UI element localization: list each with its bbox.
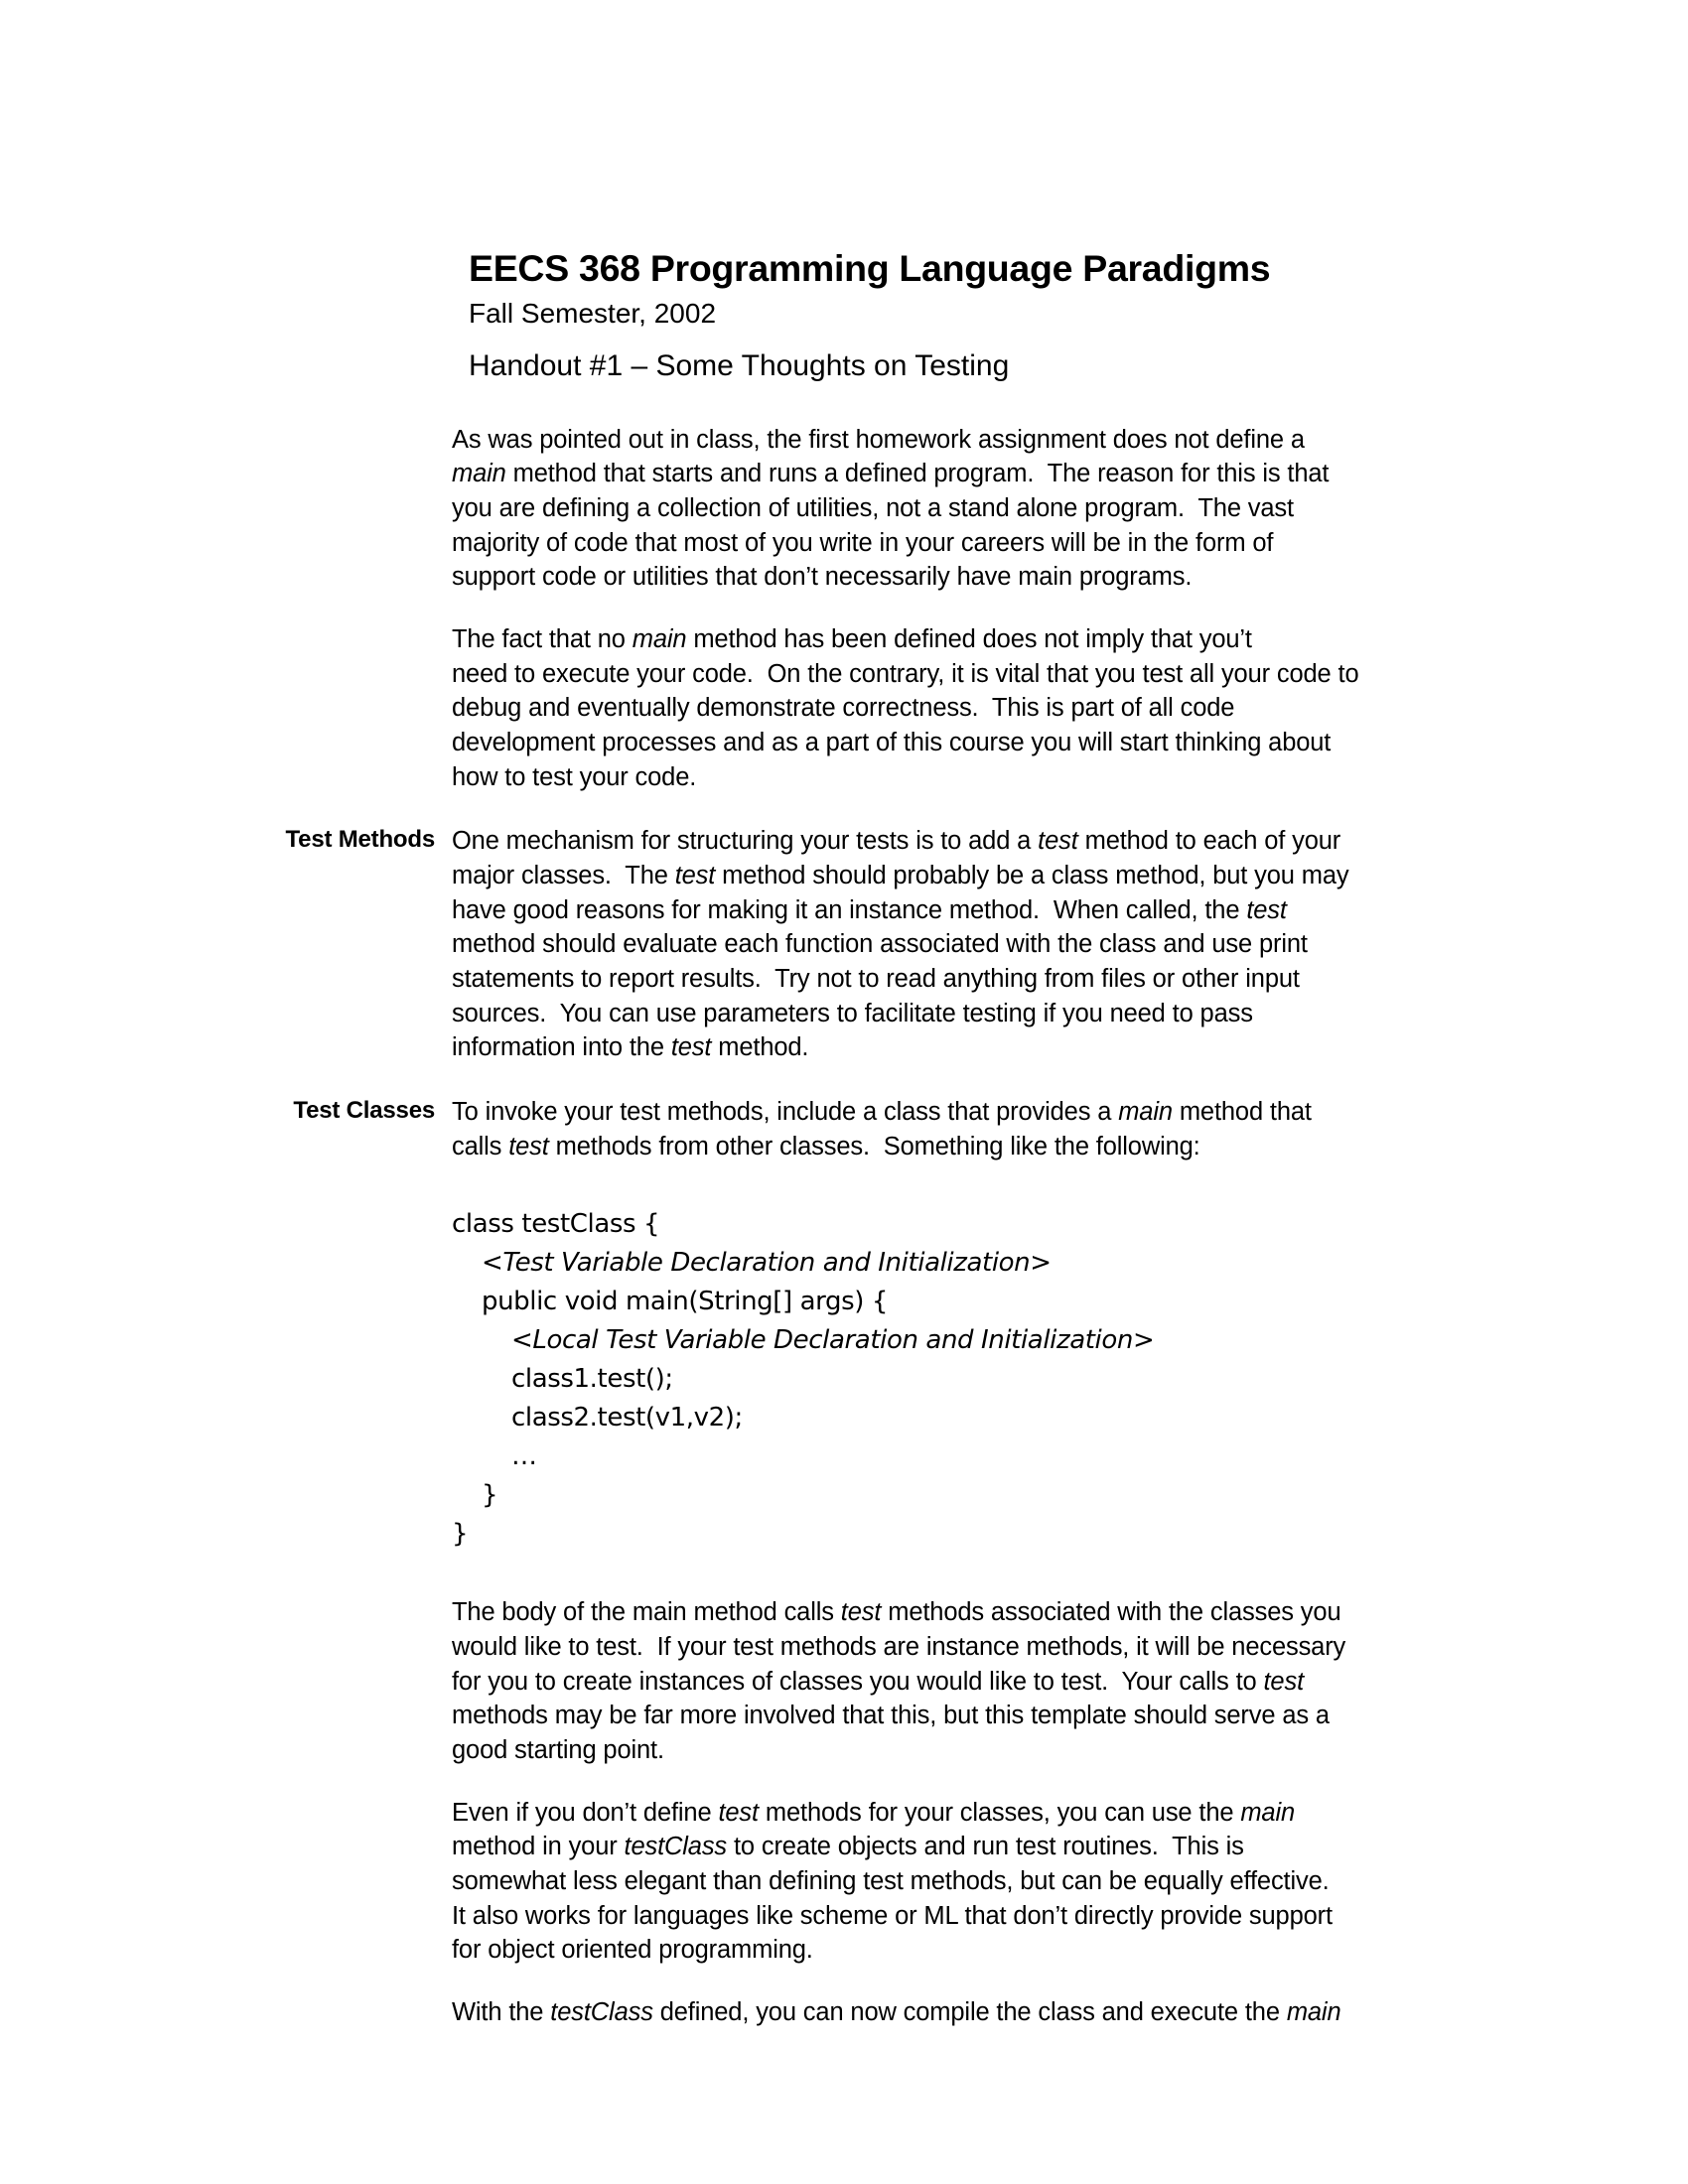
margin-label-test-classes: Test Classes: [293, 1097, 435, 1125]
emphasis-main: main: [1118, 1098, 1173, 1127]
text-line: Even if you don’t define test methods for your classes, you can use the main: [452, 1798, 1296, 1827]
text-line: The fact that no main method has been defined does not imply that you’t: [452, 625, 1252, 653]
emphasis-test: test: [670, 1033, 712, 1062]
text-line: method should evaluate each function associated with the class and use print: [452, 930, 1308, 959]
text-line: need to execute your code. On the contrary, it is vital that you test all your code to: [452, 659, 1359, 688]
document-header: [469, 246, 1462, 385]
emphasis-test: test: [718, 1798, 759, 1827]
text-line: debug and eventually demonstrate correctness. This is part of all code: [452, 694, 1235, 723]
text-line: One mechanism for structuring your tests is to add a test method to each of your: [452, 827, 1341, 856]
text-line: To invoke your test methods, include a class that provides a main method that: [452, 1098, 1312, 1127]
text-line: for you to create instances of classes you would like to test. Your calls to test: [452, 1667, 1305, 1696]
text-line: would like to test. If your test methods are instance methods, it will be necessary: [452, 1633, 1346, 1662]
test-methods-text-column: [452, 824, 1397, 1065]
emphasis-test: test: [1246, 895, 1287, 924]
text-line: for object oriented programming.: [452, 1936, 813, 1965]
code-placeholder: <Local Test Variable Declaration and Initialization>: [511, 1325, 1155, 1356]
emphasis-main: main: [1240, 1798, 1296, 1827]
paragraph-test-classes: [452, 1095, 1397, 1163]
text-line: As was pointed out in class, the first homework assignment does not define a: [452, 425, 1305, 454]
code-line: class2.test(v1,v2);: [511, 1403, 743, 1433]
text-line: good starting point.: [452, 1736, 664, 1765]
text-line: statements to report results. Try not to read anything from files or other input: [452, 965, 1300, 994]
text-line: calls test methods from other classes. Something like the following:: [452, 1132, 1200, 1160]
paragraph-after-code-3: [452, 1995, 1397, 2030]
test-classes-text-column: [452, 1095, 1397, 1163]
document-subtitle: Fall Semester, 2002: [469, 298, 717, 330]
paragraph-intro-1: [452, 423, 1397, 595]
text-line: development processes and as a part of this course you will start thinking about: [452, 729, 1332, 757]
text-line: method in your testClass to create objects and run test routines. This is: [452, 1833, 1244, 1861]
emphasis-main: main: [452, 460, 506, 488]
text-line: sources. You can use parameters to facilitate testing if you need to pass: [452, 999, 1253, 1027]
text-line: support code or utilities that don’t necessarily have main programs.: [452, 563, 1193, 592]
emphasis-test: test: [508, 1132, 549, 1160]
code-line: class1.test();: [511, 1364, 673, 1395]
paragraph-test-methods: [452, 824, 1397, 1065]
code-line: …: [511, 1441, 537, 1472]
text-line: It also works for languages like scheme or ML that don’t directly provide support: [452, 1901, 1333, 1930]
text-line: you are defining a collection of utilities, not a stand alone program. The vast: [452, 493, 1294, 522]
text-line: have good reasons for making it an instance method. When called, the test: [452, 895, 1287, 924]
text-line: main method that starts and runs a defined program. The reason for this is that: [452, 460, 1330, 488]
paragraph-after-code-2: [452, 1796, 1397, 1968]
emphasis-testclass: testClass: [624, 1833, 728, 1861]
paragraph-intro-2: [452, 622, 1397, 794]
section-intro: [0, 423, 1688, 795]
document-body: [0, 423, 1688, 2030]
code-line: }: [452, 1519, 469, 1550]
emphasis-testclass: testClass: [550, 1998, 653, 2027]
text-line: major classes. The test method should probably be a class method, but you may: [452, 862, 1349, 890]
emphasis-main: main: [1286, 1998, 1341, 2027]
text-line: methods may be far more involved that this, but this template should serve as a: [452, 1702, 1330, 1730]
section-code-sample: [0, 1205, 1688, 1554]
code-line: }: [482, 1480, 498, 1511]
text-line: information into the test method.: [452, 1033, 809, 1062]
code-placeholder: <Test Variable Declaration and Initialization>: [482, 1248, 1052, 1279]
code-line: class testClass {: [452, 1209, 660, 1240]
emphasis-test: test: [1263, 1667, 1305, 1696]
page-title: EECS 368 Programming Language Paradigms: [469, 247, 1271, 289]
section-test-classes: [0, 1095, 1688, 1163]
text-line: majority of code that most of you write in your careers will be in the form of: [452, 528, 1274, 557]
code-line: [452, 1321, 1397, 1360]
text-line: how to test your code.: [452, 762, 697, 791]
section-after-code: [0, 1595, 1688, 2029]
margin-label-test-methods: Test Methods: [285, 826, 435, 854]
intro-text-column: [452, 423, 1397, 795]
emphasis-test: test: [840, 1598, 882, 1627]
after-code-text-column: [452, 1595, 1397, 2029]
code-line: [452, 1244, 1397, 1283]
text-line: With the testClass defined, you can now compile the class and execute the main: [452, 1998, 1341, 2027]
text-line: The body of the main method calls test methods associated with the classes you: [452, 1598, 1341, 1627]
code-line: public void main(String[] args) {: [482, 1287, 888, 1317]
document-handout-line: Handout #1 – Some Thoughts on Testing: [469, 348, 1010, 382]
code-sample-block: [452, 1205, 1397, 1554]
emphasis-test: test: [674, 862, 716, 890]
emphasis-test: test: [1038, 827, 1078, 856]
section-test-methods: [0, 824, 1688, 1065]
text-line: somewhat less elegant than defining test methods, but can be equally effective.: [452, 1867, 1330, 1896]
emphasis-main: main: [632, 625, 687, 653]
paragraph-after-code-1: [452, 1595, 1397, 1767]
